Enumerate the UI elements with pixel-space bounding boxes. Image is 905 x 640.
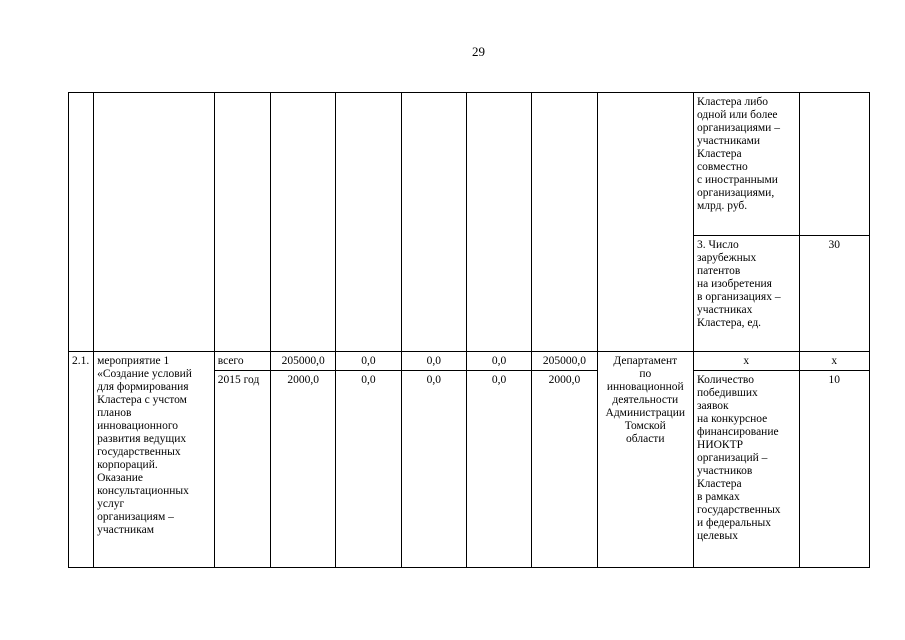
value-cell: 0,0 [401,371,466,568]
page-number: 29 [472,44,485,59]
cell-value [270,93,335,352]
value-cell: 0,0 [466,371,531,568]
value-cell: 0,0 [401,352,466,371]
period-cell: всего [214,352,270,371]
value-cell: 205000,0 [532,352,597,371]
period-cell: 2015 год [214,371,270,568]
item-number: 2.1. [69,352,94,568]
indicator-value-cell: 10 [799,371,869,568]
cell-value [466,93,531,352]
indicator-value-cell: 30 [799,236,869,352]
cell-value [532,93,597,352]
cell-executor [597,93,693,352]
item-name: мероприятие 1 «Создание условий для формирования Кластера с учстом планов инновационного развития ведущих государственных корпораций. Оказание консультационных услуг организациям – участникам [94,352,215,568]
cell-value [336,93,401,352]
table-row [69,352,870,371]
program-table [68,92,870,568]
indicator-value-cell: х [799,352,869,371]
cell-value [401,93,466,352]
value-cell: 205000,0 [270,352,335,371]
indicator-cell: Кластера либо одной или более организациями – участниками Кластера совместно с иностранными организациями, млрд. руб. [694,93,800,236]
executor-cell: Департамент по инновационной деятельности Администрации Томской области [597,352,693,568]
table-row [69,93,870,236]
indicator-cell: х [694,352,800,371]
value-cell: 0,0 [336,352,401,371]
indicator-cell: 3. Число зарубежных патентов на изобретения в организациях – участниках Кластера, ед. [694,236,800,352]
value-cell: 0,0 [466,352,531,371]
cell-name [94,93,215,352]
value-cell: 2000,0 [270,371,335,568]
cell-period [214,93,270,352]
value-cell: 2000,0 [532,371,597,568]
indicator-cell: Количество победивших заявок на конкурсное финансирование НИОКТР организаций – участников Кластера в рамках государственных и федеральных целевых [694,371,800,568]
cell-number [69,93,94,352]
value-cell: 0,0 [336,371,401,568]
indicator-value-cell [799,93,869,236]
